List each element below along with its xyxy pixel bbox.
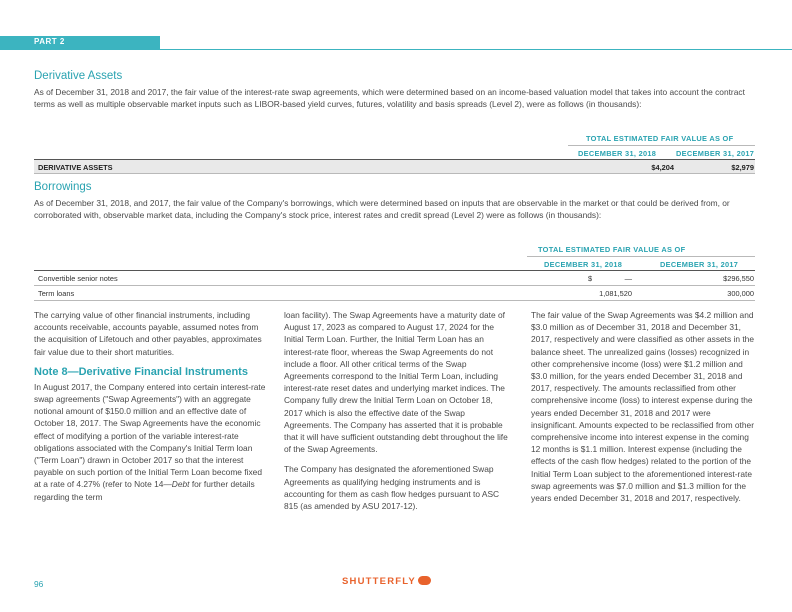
derivative-assets-body: As of December 31, 2018 and 2017, the fair value of the interest-rate swap agreements, which were determined based on an income-based valuation model that takes into account the contract terms as well as multiple observable market inputs such as LIBOR-based yield curves, futures, volatility and basis spreads (Level 2), were as follows (in thousands):	[34, 87, 745, 110]
table-caption: TOTAL ESTIMATED FAIR VALUE AS OF	[538, 245, 686, 254]
debt-note-reference: Debt	[171, 479, 190, 490]
row-label: Convertible senior notes	[38, 274, 118, 283]
divider	[34, 173, 755, 174]
row-label: DERIVATIVE ASSETS	[38, 163, 113, 172]
value-2018: 1,081,520	[599, 289, 632, 298]
part-label: PART 2	[34, 37, 65, 46]
logo-badge-icon	[418, 576, 431, 585]
page-number: 96	[34, 579, 44, 589]
value-2018: $4,204	[651, 163, 674, 172]
left-column	[34, 309, 266, 511]
part-banner	[0, 36, 160, 50]
column-header-2018: DECEMBER 31, 2018	[544, 260, 623, 269]
carrying-value-paragraph: The carrying value of other financial instruments, including accounts receivable, accounts payable, assumed notes from the acquisition of Lifetouch and other payables, approximates fair value due to their short maturities.	[34, 310, 262, 357]
borrowings-heading: Borrowings	[34, 181, 92, 193]
value-2017: $2,979	[731, 163, 754, 172]
logo-text: SHUTTERFLY	[342, 576, 416, 587]
middle-column	[284, 309, 512, 520]
divider	[34, 270, 755, 271]
row-label: Term loans	[38, 289, 75, 298]
value-2017: 300,000	[727, 289, 754, 298]
divider	[568, 145, 755, 146]
derivative-assets-heading: Derivative Assets	[34, 70, 123, 82]
hedge-designation-paragraph: The Company has designated the aforementioned Swap Agreements as qualifying hedging instruments and is accounting for them as cash flow hedges pursuant to ASC 815 (as amended by ASU 2017-12).	[284, 464, 500, 512]
borrowings-body: As of December 31, 2018, and 2017, the fair value of the Company's borrowings, which were determined based on inputs that are observable in the market or that could be derived from, or corroborated with, observable market data, including the Company's stock price, interest rates and credit spread (Level 2) were as follows (in thousands):	[34, 198, 730, 221]
table-caption: TOTAL ESTIMATED FAIR VALUE AS OF	[586, 134, 734, 143]
right-column	[531, 309, 757, 512]
column-header-2017: DECEMBER 31, 2017	[660, 260, 739, 269]
value-2018: —	[624, 274, 632, 283]
divider	[34, 300, 755, 301]
swap-fair-value-paragraph: The fair value of the Swap Agreements was $4.2 million and $3.0 million as of December 31, 2018 and December 31, 2017, respectively and were classified as other assets in the balance sheet. The unrealized gains (losses) recognized in other comprehensive income (loss) were $1.2 million and $3.0 million, for the years ended December 31, 2018 and 2017, respectively. The amounts reclassified from other comprehensive income (loss) to interest expense during the years ended December 31, 2018 and 2017 were insignificant. Amounts expected to be reclassified from other comprehensive income into interest expense in the coming 12 months is $1.1 million. Interest expense (including the effects of the cash flow hedges) related to the portion of the Initial Term Loan subject to the aforementioned interest-rate swap agreements was $7.0 million and $1.3 million for the years ended December 31, 2018 and 2017, respectively.	[531, 310, 754, 504]
header-rule	[0, 49, 792, 50]
value-2017: $296,550	[723, 274, 754, 283]
swap-intro-tail: for further details regarding the term	[34, 479, 255, 502]
swap-maturity-paragraph: loan facility). The Swap Agreements have a maturity date of August 17, 2023 as compared to August 17, 2024 for the Initial Term Loan. Further, the Initial Term Loan has an interest-rate floor, whereas the Swap Agreements do not include a floor. All other critical terms of the Swap Agreements correspond to the Initial Term Loan, including interest-rate reset dates and underlying market indices. The Company fully drew the Initial Term Loan on October 18, 2017 which is also the effective date of the Swap Agreements. The Company has asserted that it is probable that it will have sufficient outstanding debt throughout the life of the Swap Agreements.	[284, 310, 508, 455]
swap-intro-paragraph	[34, 381, 266, 503]
column-header-2018: DECEMBER 31, 2018	[578, 149, 657, 158]
divider	[34, 285, 755, 286]
divider	[527, 256, 755, 257]
shutterfly-logo	[342, 576, 431, 587]
currency-prefix: $	[588, 274, 593, 283]
swap-intro-text: In August 2017, the Company entered into certain interest-rate swap agreements ("Swap Agreements") with an aggregate notional amount of $150.0 million and an effective date of October 18, 2017. The Swap Agreements have the economic effect of modifying a portion of the variable interest-rate obligations associated with the Company's Initial Term loan ("Term Loan") drawn in October 2017 so that the interest payable on such portion of the Initial Term Loan become fixed at a rate of 4.27% (refer to Note 14—	[34, 381, 266, 490]
note-8-heading: Note 8—Derivative Financial Instruments	[34, 365, 248, 378]
column-header-2017: DECEMBER 31, 2017	[676, 149, 755, 158]
